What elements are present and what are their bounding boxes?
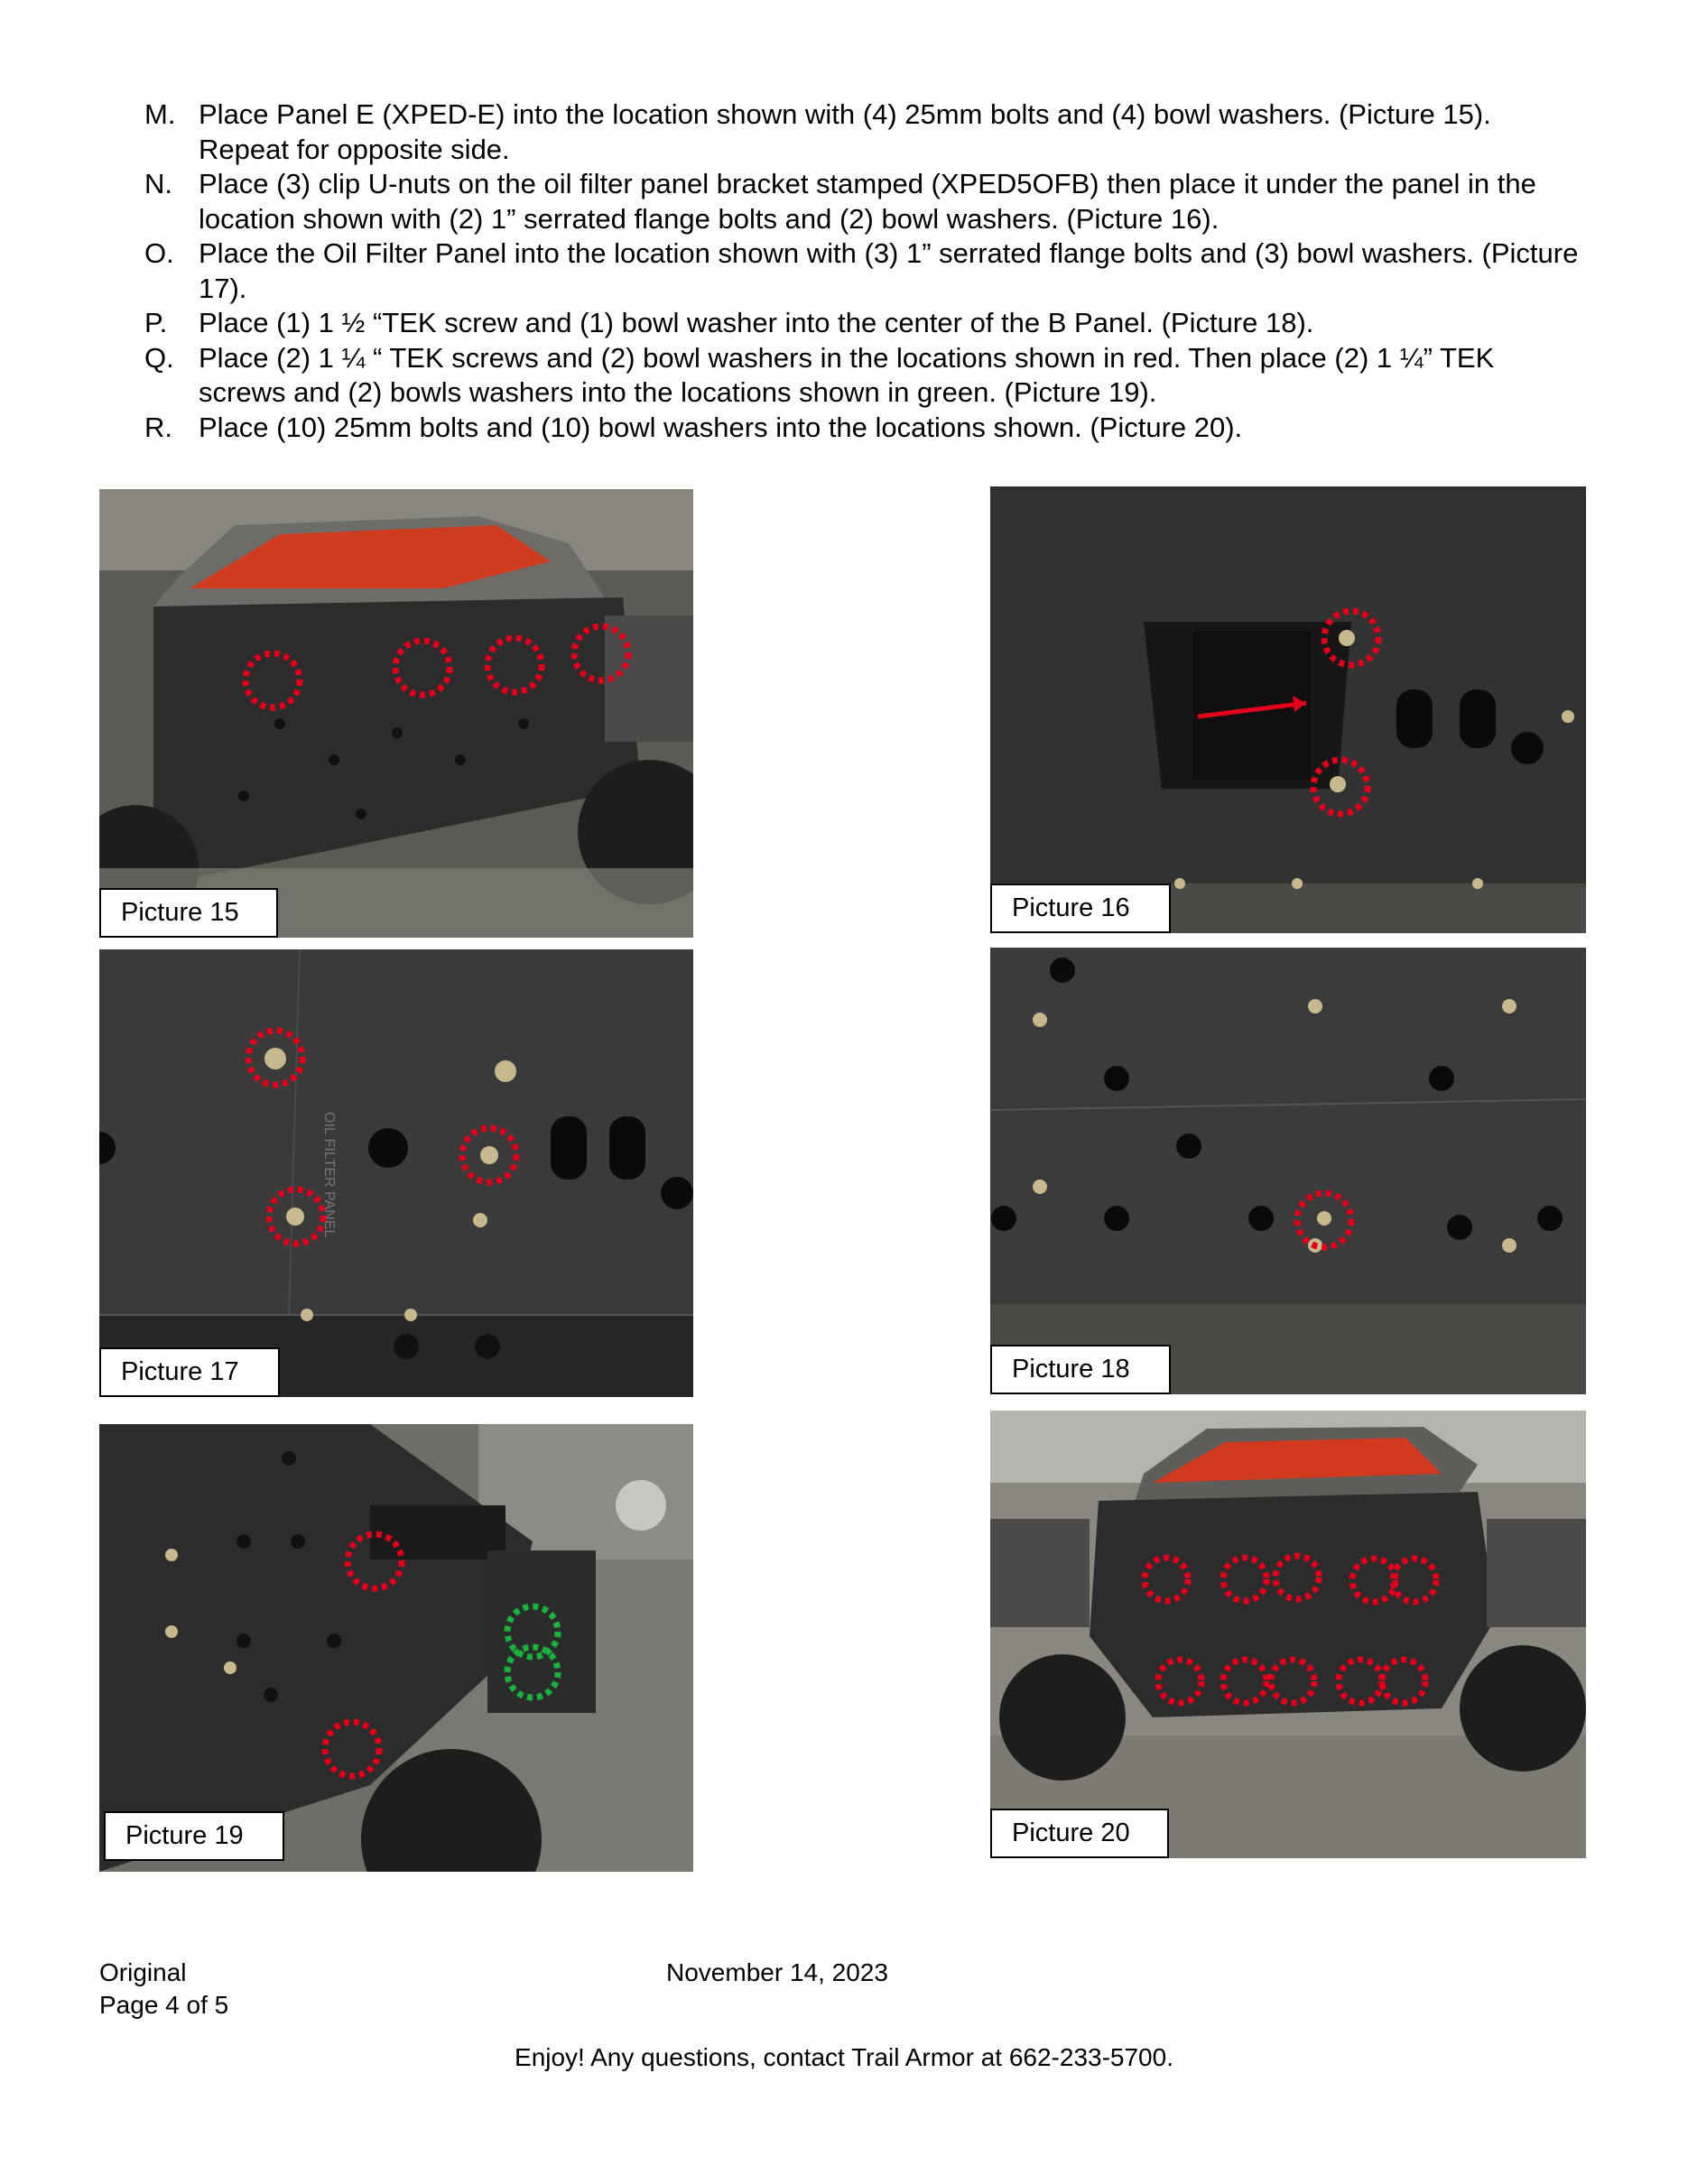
- picture-15: [99, 489, 693, 938]
- step-p: P. Place (1) 1 ½ “TEK screw and (1) bowl washer into the center of the B Panel. (Picture 18).: [144, 307, 1314, 338]
- picture-20-photo: [990, 1411, 1586, 1858]
- step-o: O. Place the Oil Filter Panel into the location shown with (3) 1” serrated flange bolts and (3) bowl washers. (Picture 17).: [144, 237, 1579, 304]
- picture-17: [99, 949, 693, 1397]
- footer-page: Page 4 of 5: [99, 1991, 229, 2019]
- step-m: M. Place Panel E (XPED-E) into the location shown with (4) 25mm bolts and (4) bowl washers. (Picture 15). Repeat for opposite side.: [144, 98, 1491, 165]
- step-q: Q. Place (2) 1 ¼ “ TEK screws and (2) bowl washers in the locations shown in red. Then place (2) 1 ¼” TEK screws and (2) bowls washers into the locations shown in green. (Picture 19).: [144, 341, 1495, 408]
- picture-15-photo: [99, 489, 693, 938]
- picture-16-caption: Picture 16: [990, 884, 1171, 933]
- footer-date: November 14, 2023: [666, 1958, 888, 1986]
- step-r: R. Place (10) 25mm bolts and (10) bowl washers into the locations shown. (Picture 20).: [144, 411, 1243, 443]
- picture-18-caption: Picture 18: [990, 1345, 1171, 1394]
- picture-18: [990, 948, 1586, 1394]
- picture-19-caption: Picture 19: [104, 1811, 284, 1861]
- picture-16-photo: [990, 486, 1586, 933]
- step-n: N. Place (3) clip U-nuts on the oil filter panel bracket stamped (XPED5OFB) then place it under the panel in the location shown with (2) 1” serrated flange bolts and (2) bowl washers. (Picture 16).: [144, 168, 1536, 235]
- instruction-list: [144, 97, 1589, 445]
- picture-20: [990, 1411, 1586, 1858]
- picture-19: [99, 1424, 693, 1872]
- picture-17-caption: Picture 17: [99, 1347, 280, 1397]
- picture-16: [990, 486, 1586, 933]
- footer-contact: Enjoy! Any questions, contact Trail Armor at 662-233-5700.: [515, 2043, 1173, 2071]
- picture-20-caption: Picture 20: [990, 1809, 1169, 1858]
- oil-filter-panel-stamp: OIL FILTER PANEL: [321, 1112, 337, 1238]
- picture-18-photo: [990, 948, 1586, 1394]
- picture-19-photo: [99, 1424, 693, 1872]
- picture-17-photo: [99, 949, 693, 1397]
- footer-status: Original: [99, 1958, 187, 1986]
- picture-15-caption: Picture 15: [99, 888, 278, 938]
